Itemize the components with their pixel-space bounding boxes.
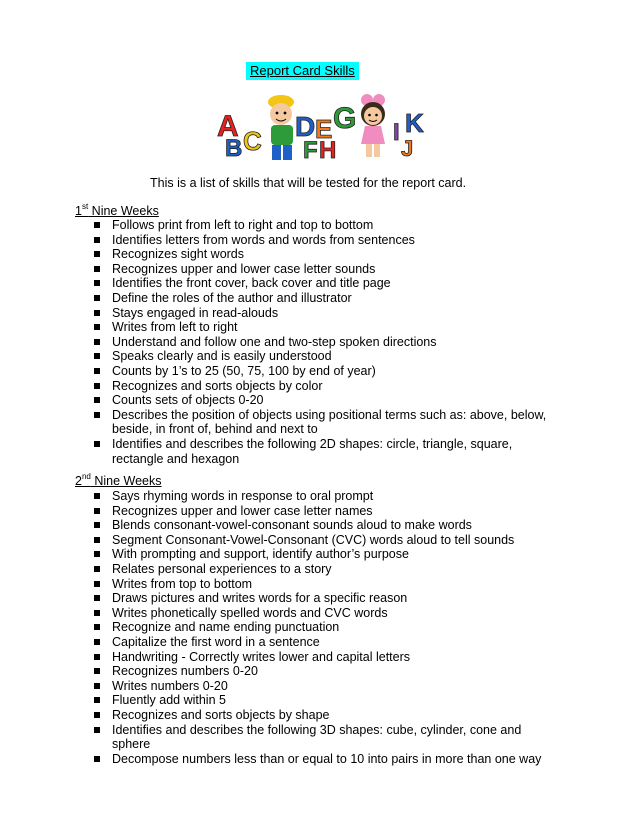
skill-item: With prompting and support, identify author’s purpose	[92, 547, 562, 562]
skill-list-first	[92, 218, 562, 466]
skill-item: Describes the position of objects using positional terms such as: above, below, beside, in front of, behind and next to	[92, 408, 562, 437]
skill-item: Writes from top to bottom	[92, 577, 562, 592]
skill-item: Understand and follow one and two-step spoken directions	[92, 335, 562, 350]
clipart-letter-d: D	[295, 111, 316, 142]
skill-item: Identifies and describes the following 3D shapes: cube, cylinder, cone and sphere	[92, 723, 562, 752]
intro-text: This is a list of skills that will be tested for the report card.	[150, 176, 467, 190]
skill-item: Follows print from left to right and top to bottom	[92, 218, 562, 233]
skill-item: Says rhyming words in response to oral prompt	[92, 489, 562, 504]
section-heading-first	[75, 203, 159, 219]
clipart-letter-k: K	[405, 108, 424, 138]
skill-item: Define the roles of the author and illustrator	[92, 291, 562, 306]
section-number: 2	[75, 474, 82, 488]
clipart-letter-b: B	[225, 135, 243, 162]
clipart-letter-i: I	[393, 119, 400, 146]
girl-figure-icon	[361, 94, 385, 157]
skill-item: Counts sets of objects 0-20	[92, 393, 562, 408]
skill-item: Recognizes upper and lower case letter sounds	[92, 262, 562, 277]
skill-item: Writes phonetically spelled words and CVC words	[92, 606, 562, 621]
clipart-letter-j: J	[401, 136, 414, 161]
section-label: Nine Weeks	[90, 474, 162, 488]
skill-item: Draws pictures and writes words for a specific reason	[92, 591, 562, 606]
clipart-letter-g: G	[333, 102, 357, 135]
skill-item: Speaks clearly and is easily understood	[92, 349, 562, 364]
skill-item: Recognizes and sorts objects by shape	[92, 708, 562, 723]
skill-item: Capitalize the first word in a sentence	[92, 635, 562, 650]
skill-item: Recognizes upper and lower case letter names	[92, 504, 562, 519]
clipart-letter-h: H	[319, 137, 337, 164]
skill-item: Segment Consonant-Vowel-Consonant (CVC) words aloud to tell sounds	[92, 533, 562, 548]
skill-item: Recognizes numbers 0-20	[92, 664, 562, 679]
boy-figure-icon	[268, 95, 294, 160]
skill-item: Counts by 1’s to 25 (50, 75, 100 by end of year)	[92, 364, 562, 379]
skill-item: Stays engaged in read-alouds	[92, 306, 562, 321]
skill-list-second	[92, 489, 562, 766]
skill-item: Blends consonant-vowel-consonant sounds aloud to make words	[92, 518, 562, 533]
page-title: Report Card Skills	[246, 62, 359, 80]
clipart-letter-f: F	[303, 137, 318, 164]
section-label: Nine Weeks	[88, 204, 159, 218]
section-ordinal-suffix: nd	[81, 471, 91, 481]
skill-item: Recognize and name ending punctuation	[92, 620, 562, 635]
section-number: 1	[75, 204, 82, 218]
section-ordinal-suffix: st	[81, 201, 89, 211]
skill-item: Decompose numbers less than or equal to 10 into pairs in more than one way	[92, 752, 562, 767]
skill-item: Relates personal experiences to a story	[92, 562, 562, 577]
skill-item: Identifies and describes the following 2D shapes: circle, triangle, square, rectangle and hexagon	[92, 437, 562, 466]
skill-item: Handwriting - Correctly writes lower and capital letters	[92, 650, 562, 665]
skill-item: Recognizes sight words	[92, 247, 562, 262]
skill-item: Identifies the front cover, back cover and title page	[92, 276, 562, 291]
clipart-letter-c: C	[243, 126, 262, 156]
clipart-letter-a: A	[217, 110, 239, 143]
section-heading-second	[75, 473, 162, 489]
skill-item: Writes from left to right	[92, 320, 562, 335]
clipart-letter-e: E	[315, 114, 333, 144]
skill-item: Recognizes and sorts objects by color	[92, 379, 562, 394]
skill-item: Fluently add within 5	[92, 693, 562, 708]
skill-item: Writes numbers 0-20	[92, 679, 562, 694]
skill-item: Identifies letters from words and words from sentences	[92, 233, 562, 248]
alphabet-kids-clipart	[215, 92, 425, 164]
